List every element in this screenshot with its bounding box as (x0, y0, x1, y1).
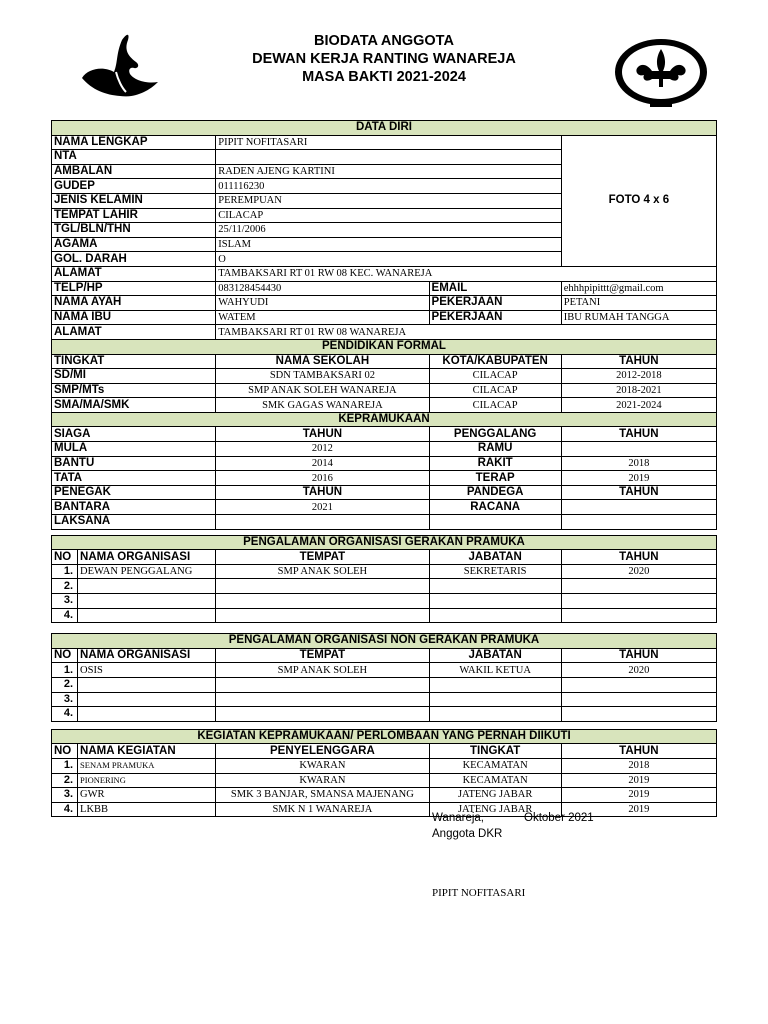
value-nama-ibu: WATEM (216, 310, 429, 325)
value-telp: 083128454430 (216, 281, 429, 296)
value-pekerjaan-ibu: IBU RUMAH TANGGA (561, 310, 716, 325)
jabatan-cell (429, 608, 561, 623)
header-org: DEWAN KERJA RANTING WANAREJA (252, 51, 516, 67)
signature-role: Anggota DKR (432, 828, 503, 840)
value-nama-ayah: WAHYUDI (216, 296, 429, 311)
tempat-cell (216, 677, 429, 692)
header-pandega: PANDEGA (429, 485, 561, 500)
kota-cell: CILACAP (429, 398, 561, 413)
biodata-sheet (51, 120, 717, 817)
no-cell: 3. (52, 594, 78, 609)
tingkat-pandega: RACANA (429, 500, 561, 515)
penyelenggara-cell: SMK 3 BANJAR, SMANSA MAJENANG (216, 788, 429, 803)
no-cell: 1. (52, 663, 78, 678)
header-siaga: SIAGA (52, 427, 216, 442)
header-penggalang: PENGGALANG (429, 427, 561, 442)
label-tempat-lahir: TEMPAT LAHIR (52, 208, 216, 223)
jabatan-cell: WAKIL KETUA (429, 663, 561, 678)
header-nama-sekolah: NAMA SEKOLAH (216, 354, 429, 369)
biodata-table (51, 120, 717, 817)
tahun-cell: 2019 (561, 802, 716, 817)
signature-place: Wanareja, (432, 812, 484, 824)
value-ambalan: RADEN AJENG KARTINI (216, 164, 562, 179)
section-data-diri: DATA DIRI (52, 121, 717, 136)
table-row (52, 579, 717, 594)
section-kepramukaan: KEPRAMUKAAN (52, 412, 717, 427)
value-nta (216, 150, 562, 165)
label-email: EMAIL (429, 281, 561, 296)
penyelenggara-cell: SMK N 1 WANAREJA (216, 802, 429, 817)
table-row (52, 608, 717, 623)
kota-cell: CILACAP (429, 369, 561, 384)
header-tahun-pandega: TAHUN (561, 485, 716, 500)
table-row (52, 442, 717, 457)
tingkat-cell: SD/MI (52, 369, 216, 384)
tahun-cell (561, 707, 716, 722)
tempat-cell (216, 579, 429, 594)
label-nama-ayah: NAMA AYAH (52, 296, 216, 311)
header-nama-kegiatan: NAMA KEGIATAN (78, 744, 216, 759)
tingkat-pandega (429, 515, 561, 530)
sekolah-cell: SDN TAMBAKSARI 02 (216, 369, 429, 384)
tingkat-siaga: BANTU (52, 456, 216, 471)
label-gudep: GUDEP (52, 179, 216, 194)
header-no: NO (52, 744, 78, 759)
organisasi-cell (78, 707, 216, 722)
tahun-cell: 2012-2018 (561, 369, 716, 384)
value-nama: PIPIT NOFITASARI (216, 135, 562, 150)
tingkat-penggalang: TERAP (429, 471, 561, 486)
header-title: BIODATA ANGGOTA (314, 33, 454, 49)
header-no: NO (52, 648, 78, 663)
organisasi-cell: DEWAN PENGGALANG (78, 564, 216, 579)
organisasi-cell: OSIS (78, 663, 216, 678)
table-row (52, 802, 717, 817)
no-cell: 1. (52, 758, 78, 773)
tempat-cell: SMP ANAK SOLEH (216, 663, 429, 678)
header-nama-organisasi: NAMA ORGANISASI (78, 648, 216, 663)
header-tahun: TAHUN (561, 648, 716, 663)
table-row (52, 383, 717, 398)
no-cell: 2. (52, 579, 78, 594)
tempat-cell (216, 594, 429, 609)
label-tgl-lahir: TGL/BLN/THN (52, 223, 216, 238)
organisasi-cell (78, 579, 216, 594)
tahun-cell: 2019 (561, 773, 716, 788)
organisasi-cell (78, 692, 216, 707)
penyelenggara-cell: KWARAN (216, 758, 429, 773)
no-cell: 1. (52, 564, 78, 579)
no-cell: 4. (52, 608, 78, 623)
value-alamat: TAMBAKSARI RT 01 RW 08 KEC. WANAREJA (216, 266, 717, 281)
value-email: ehhhpipittt@gmail.com (561, 281, 716, 296)
signature-name: PIPIT NOFITASARI (432, 887, 526, 899)
header-tahun: TAHUN (561, 744, 716, 759)
tingkat-cell: KECAMATAN (429, 758, 561, 773)
jabatan-cell (429, 692, 561, 707)
value-tempat-lahir: CILACAP (216, 208, 562, 223)
sekolah-cell: SMK GAGAS WANAREJA (216, 398, 429, 413)
jabatan-cell (429, 707, 561, 722)
tingkat-cell: SMA/MA/SMK (52, 398, 216, 413)
signature-date: Oktober 2021 (524, 812, 594, 824)
header-tahun-penggalang: TAHUN (561, 427, 716, 442)
table-row (52, 663, 717, 678)
tahun-penggalang: 2018 (561, 456, 716, 471)
label-pekerjaan-ibu: PEKERJAAN (429, 310, 561, 325)
table-row (52, 398, 717, 413)
tempat-cell (216, 692, 429, 707)
no-cell: 2. (52, 677, 78, 692)
header-period: MASA BAKTI 2021-2024 (302, 69, 466, 85)
label-agama: AGAMA (52, 237, 216, 252)
spacer (52, 623, 717, 634)
header-penyelenggara: PENYELENGGARA (216, 744, 429, 759)
tahun-pandega (561, 515, 716, 530)
spacer (52, 721, 717, 729)
kegiatan-cell: SENAM PRAMUKA (78, 758, 216, 773)
tahun-penegak: 2021 (216, 500, 429, 515)
tahun-cell (561, 677, 716, 692)
label-alamat: ALAMAT (52, 266, 216, 281)
label-pekerjaan-ayah: PEKERJAAN (429, 296, 561, 311)
header-no: NO (52, 550, 78, 565)
label-nama: NAMA LENGKAP (52, 135, 216, 150)
tahun-cell (561, 594, 716, 609)
header-tahun-penegak: TAHUN (216, 485, 429, 500)
section-org-non-pramuka: PENGALAMAN ORGANISASI NON GERAKAN PRAMUKA (52, 634, 717, 649)
tahun-cell (561, 608, 716, 623)
tahun-cell (561, 579, 716, 594)
tingkat-cell: SMP/MTs (52, 383, 216, 398)
label-ambalan: AMBALAN (52, 164, 216, 179)
penyelenggara-cell: KWARAN (216, 773, 429, 788)
tahun-penegak (216, 515, 429, 530)
tahun-siaga: 2016 (216, 471, 429, 486)
label-jenis-kelamin: JENIS KELAMIN (52, 193, 216, 208)
tahun-cell: 2020 (561, 564, 716, 579)
table-row (52, 773, 717, 788)
table-row (52, 594, 717, 609)
header-tahun-siaga: TAHUN (216, 427, 429, 442)
table-row (52, 471, 717, 486)
label-gol-darah: GOL. DARAH (52, 252, 216, 267)
jabatan-cell (429, 677, 561, 692)
no-cell: 3. (52, 788, 78, 803)
table-row (52, 500, 717, 515)
organisasi-cell (78, 594, 216, 609)
header-tempat: TEMPAT (216, 550, 429, 565)
tahun-siaga: 2014 (216, 456, 429, 471)
tahun-cell: 2019 (561, 788, 716, 803)
tahun-cell: 2021-2024 (561, 398, 716, 413)
no-cell: 4. (52, 802, 78, 817)
table-row (52, 369, 717, 384)
table-row (52, 456, 717, 471)
header-jabatan: JABATAN (429, 550, 561, 565)
kegiatan-cell: LKBB (78, 802, 216, 817)
organisasi-cell (78, 677, 216, 692)
tahun-penggalang: 2019 (561, 471, 716, 486)
tingkat-penegak: LAKSANA (52, 515, 216, 530)
header-tahun: TAHUN (561, 354, 716, 369)
tingkat-cell: JATENG JABAR (429, 802, 561, 817)
header-kota: KOTA/KABUPATEN (429, 354, 561, 369)
organisasi-cell (78, 608, 216, 623)
tempat-cell (216, 707, 429, 722)
label-telp: TELP/HP (52, 281, 216, 296)
jabatan-cell (429, 579, 561, 594)
table-row (52, 515, 717, 530)
table-row (52, 564, 717, 579)
tingkat-siaga: TATA (52, 471, 216, 486)
tingkat-cell: KECAMATAN (429, 773, 561, 788)
tahun-cell: 2018 (561, 758, 716, 773)
tempat-cell: SMP ANAK SOLEH (216, 564, 429, 579)
kota-cell: CILACAP (429, 383, 561, 398)
value-gudep: 011116230 (216, 179, 562, 194)
table-row (52, 788, 717, 803)
table-row (52, 677, 717, 692)
tingkat-cell: JATENG JABAR (429, 788, 561, 803)
label-nta: NTA (52, 150, 216, 165)
jabatan-cell (429, 594, 561, 609)
section-org-pramuka: PENGALAMAN ORGANISASI GERAKAN PRAMUKA (52, 535, 717, 550)
tingkat-siaga: MULA (52, 442, 216, 457)
jabatan-cell: SEKRETARIS (429, 564, 561, 579)
label-alamat-ortu: ALAMAT (52, 325, 216, 340)
kegiatan-cell: PIONERING (78, 773, 216, 788)
header-tempat: TEMPAT (216, 648, 429, 663)
section-kegiatan: KEGIATAN KEPRAMUKAAN/ PERLOMBAAN YANG PERNAH DIIKUTI (52, 729, 717, 744)
header-nama-organisasi: NAMA ORGANISASI (78, 550, 216, 565)
no-cell: 3. (52, 692, 78, 707)
tingkat-penegak: BANTARA (52, 500, 216, 515)
value-pekerjaan-ayah: PETANI (561, 296, 716, 311)
tahun-cell: 2018-2021 (561, 383, 716, 398)
tempat-cell (216, 608, 429, 623)
value-alamat-ortu: TAMBAKSARI RT 01 RW 08 WANAREJA (216, 325, 717, 340)
header-jabatan: JABATAN (429, 648, 561, 663)
tingkat-penggalang: RAKIT (429, 456, 561, 471)
value-agama: ISLAM (216, 237, 562, 252)
header-tingkat: TINGKAT (52, 354, 216, 369)
kegiatan-cell: GWR (78, 788, 216, 803)
no-cell: 4. (52, 707, 78, 722)
section-pendidikan: PENDIDIKAN FORMAL (52, 339, 717, 354)
header-tingkat: TINGKAT (429, 744, 561, 759)
tahun-cell: 2020 (561, 663, 716, 678)
no-cell: 2. (52, 773, 78, 788)
tahun-pandega (561, 500, 716, 515)
value-gol-darah: O (216, 252, 562, 267)
table-row (52, 692, 717, 707)
photo-placeholder: FOTO 4 x 6 (561, 135, 716, 266)
table-row (52, 758, 717, 773)
tahun-cell (561, 692, 716, 707)
scout-emblem-icon (612, 35, 710, 113)
value-tgl-lahir: 25/11/2006 (216, 223, 562, 238)
value-jenis-kelamin: PEREMPUAN (216, 193, 562, 208)
tahun-siaga: 2012 (216, 442, 429, 457)
header-penegak: PENEGAK (52, 485, 216, 500)
sekolah-cell: SMP ANAK SOLEH WANAREJA (216, 383, 429, 398)
header-tahun: TAHUN (561, 550, 716, 565)
tahun-penggalang (561, 442, 716, 457)
tingkat-penggalang: RAMU (429, 442, 561, 457)
table-row (52, 707, 717, 722)
label-nama-ibu: NAMA IBU (52, 310, 216, 325)
